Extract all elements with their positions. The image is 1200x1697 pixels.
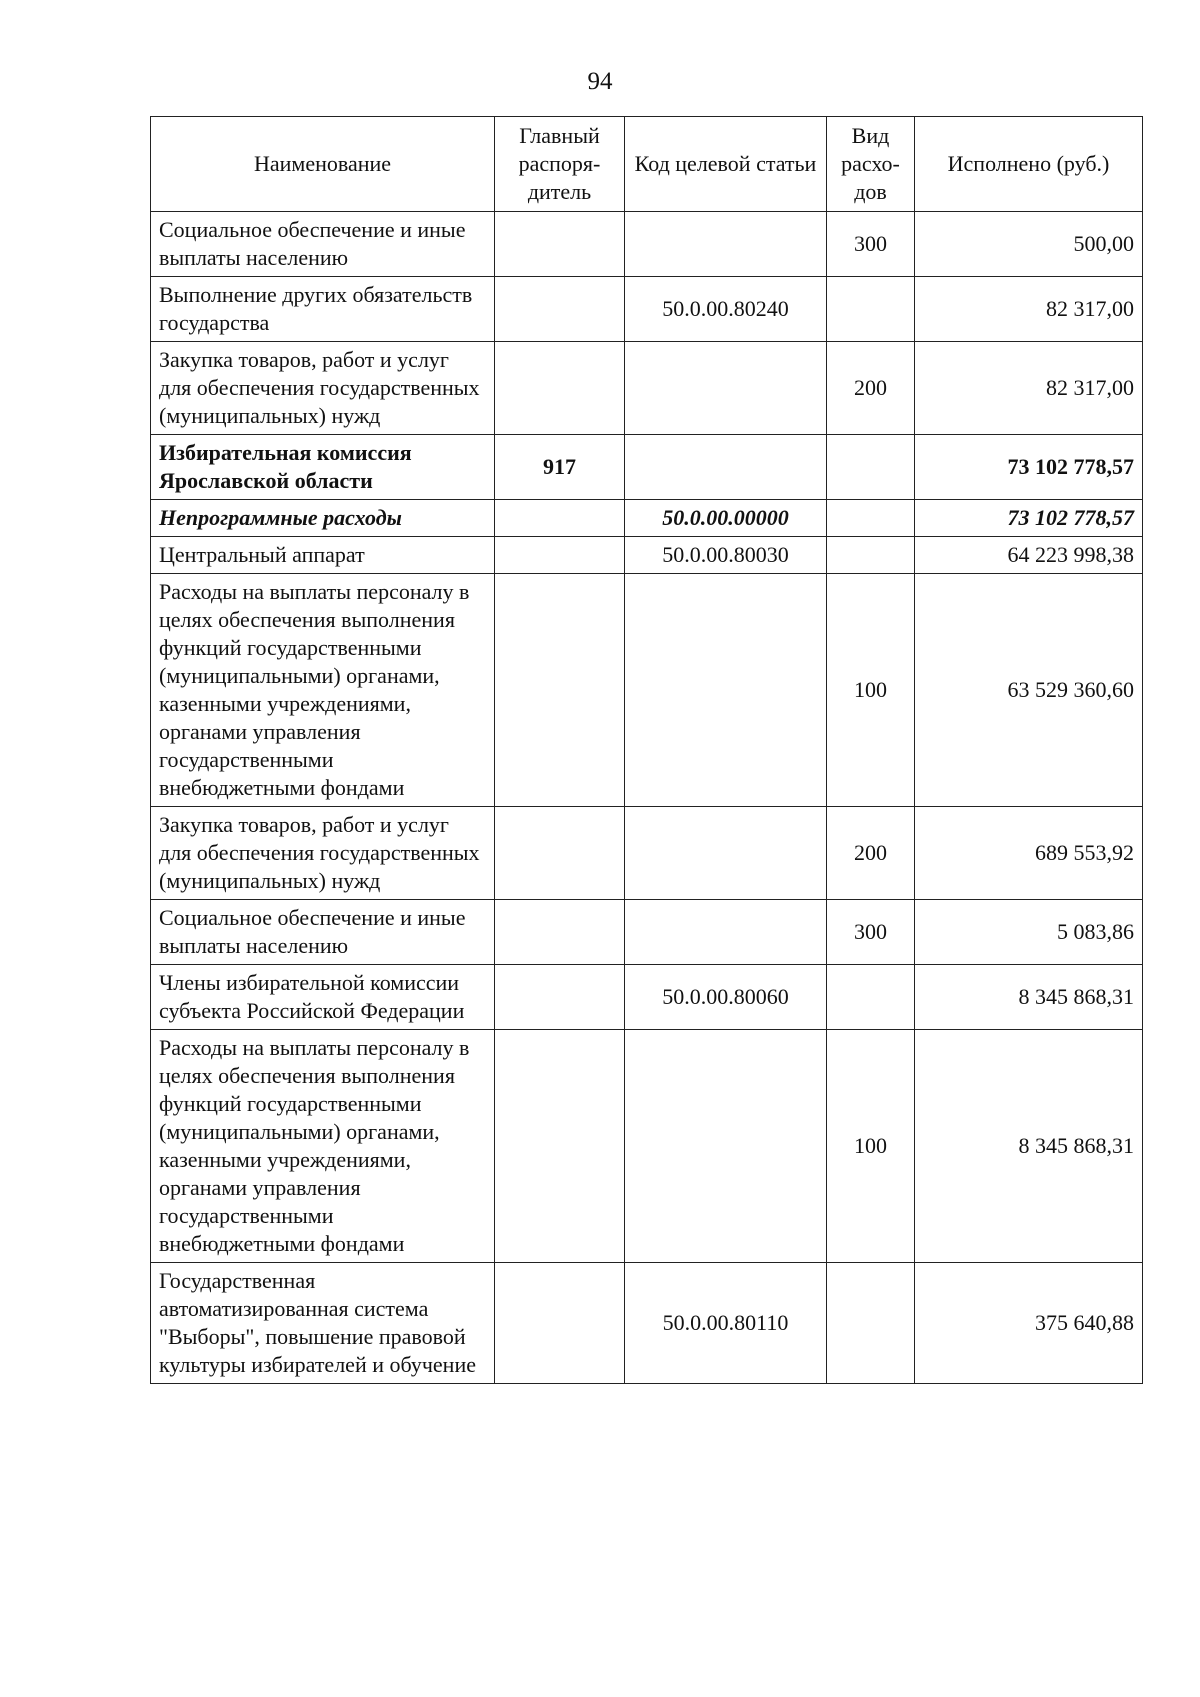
cell-name: Закупка товаров, работ и услуг для обеспечения государственных (муниципальных) нужд [151,342,495,435]
table-body [151,212,1143,1384]
cell-admin [495,574,625,807]
table-row [151,1263,1143,1384]
header-code: Код целевой статьи [625,117,827,212]
cell-amount: 5 083,86 [915,900,1143,965]
cell-type [827,500,915,537]
cell-amount: 8 345 868,31 [915,1030,1143,1263]
cell-amount: 73 102 778,57 [915,500,1143,537]
table-row [151,807,1143,900]
table-row [151,500,1143,537]
cell-type: 300 [827,212,915,277]
cell-code [625,435,827,500]
cell-amount: 375 640,88 [915,1263,1143,1384]
cell-admin [495,212,625,277]
table-row [151,574,1143,807]
cell-code [625,900,827,965]
table-row [151,342,1143,435]
cell-code [625,342,827,435]
cell-type: 300 [827,900,915,965]
cell-name: Социальное обеспечение и иные выплаты населению [151,900,495,965]
cell-admin: 917 [495,435,625,500]
cell-amount: 82 317,00 [915,342,1143,435]
cell-code [625,807,827,900]
cell-name: Центральный аппарат [151,537,495,574]
cell-name: Закупка товаров, работ и услуг для обеспечения государственных (муниципальных) нужд [151,807,495,900]
cell-type [827,1263,915,1384]
table-row [151,900,1143,965]
cell-amount: 689 553,92 [915,807,1143,900]
cell-amount: 500,00 [915,212,1143,277]
cell-admin [495,1263,625,1384]
cell-code: 50.0.00.80060 [625,965,827,1030]
table-row [151,435,1143,500]
cell-type [827,965,915,1030]
cell-admin [495,342,625,435]
cell-amount: 73 102 778,57 [915,435,1143,500]
cell-code: 50.0.00.80110 [625,1263,827,1384]
cell-admin [495,807,625,900]
budget-table [150,116,1143,1384]
cell-type [827,537,915,574]
cell-amount: 82 317,00 [915,277,1143,342]
cell-code: 50.0.00.80030 [625,537,827,574]
cell-code [625,574,827,807]
cell-admin [495,900,625,965]
cell-amount: 64 223 998,38 [915,537,1143,574]
cell-type: 200 [827,342,915,435]
cell-name: Социальное обеспечение и иные выплаты населению [151,212,495,277]
cell-type [827,435,915,500]
cell-type: 200 [827,807,915,900]
table-row [151,965,1143,1030]
cell-type: 100 [827,1030,915,1263]
cell-admin [495,965,625,1030]
header-admin: Главный распоря-дитель [495,117,625,212]
header-name: Наименование [151,117,495,212]
cell-code: 50.0.00.00000 [625,500,827,537]
cell-code [625,212,827,277]
cell-name: Выполнение других обязательств государства [151,277,495,342]
cell-name: Избирательная комиссия Ярославской области [151,435,495,500]
cell-type: 100 [827,574,915,807]
cell-name: Государственная автоматизированная система "Выборы", повышение правовой культуры избирателей и обучение [151,1263,495,1384]
cell-admin [495,537,625,574]
header-amount: Исполнено (руб.) [915,117,1143,212]
cell-admin [495,277,625,342]
cell-code: 50.0.00.80240 [625,277,827,342]
cell-type [827,277,915,342]
table-header-row [151,117,1143,212]
table-row [151,1030,1143,1263]
header-type: Вид расхо-дов [827,117,915,212]
cell-name: Члены избирательной комиссии субъекта Российской Федерации [151,965,495,1030]
cell-amount: 8 345 868,31 [915,965,1143,1030]
page-number: 94 [587,68,613,95]
cell-admin [495,500,625,537]
table-row [151,277,1143,342]
cell-name: Расходы на выплаты персоналу в целях обеспечения выполнения функций государственными (муниципальными) органами, казенными учреждениями, органами управления государственными внебюджетными фондами [151,574,495,807]
cell-amount: 63 529 360,60 [915,574,1143,807]
cell-code [625,1030,827,1263]
cell-name: Расходы на выплаты персоналу в целях обеспечения выполнения функций государственными (муниципальными) органами, казенными учреждениями, органами управления государственными внебюджетными фондами [151,1030,495,1263]
table-row [151,537,1143,574]
cell-admin [495,1030,625,1263]
cell-name: Непрограммные расходы [151,500,495,537]
table-row [151,212,1143,277]
